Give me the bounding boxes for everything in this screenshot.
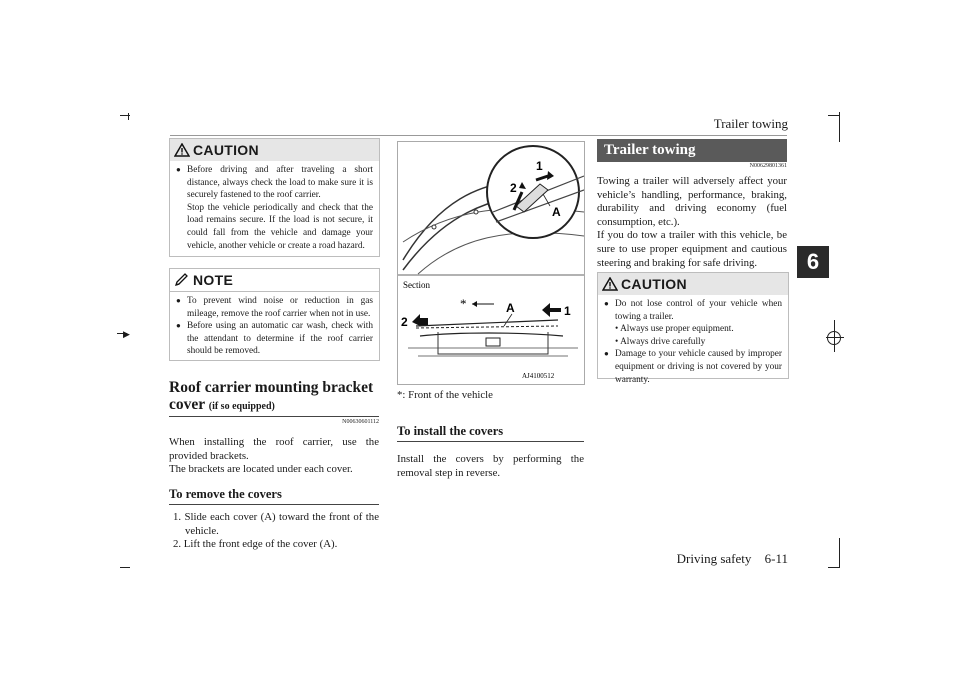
note-box [169,268,380,361]
front-star: * [460,296,467,311]
section-title-bar [597,139,787,162]
page-header-title: Trailer towing [713,116,788,131]
registration-circle-icon [827,331,841,345]
section-heading-text: Roof carrier mounting bracket cover [169,379,374,413]
caution-item: ● Do not lose control of your vehicle when towing a trailer. [604,298,782,323]
intro-text [169,436,379,477]
caution-label: CAUTION [193,142,259,158]
caution-box [597,272,789,385]
illustration-drawing [398,142,584,384]
step-item: 2. Lift the front edge of the cover (A). [173,538,338,551]
crop-mark [128,113,129,120]
page-footer [667,551,788,567]
intro-paragraph: When installing the roof carrier, use the provided brackets. [169,436,379,462]
remove-heading: To remove the covers [169,487,282,501]
section-label: Section [403,280,430,290]
section-rule [169,416,379,417]
crop-mark [120,567,130,568]
section-heading-suffix: (if so equipped) [208,401,275,412]
section-heading [169,379,379,415]
figure-legend: *: Front of the vehicle [397,389,493,401]
footer-chapter: Driving safety [676,551,752,566]
roof-cover-illustration [397,141,585,385]
trailer-paragraph: Towing a trailer will adversely affect your vehicle’s handling, performance, braking, durability and driving economy (fuel consumption, etc.). [597,175,787,228]
install-text: Install the covers by performing the removal step in reverse. [397,453,584,479]
section-code: N00630601112 [342,419,379,425]
note-item: ● To prevent wind noise or reduction in gas mileage, remove the roof carrier when not in use. [176,295,373,320]
caution-subitem: • Always drive carefully [615,336,706,347]
intro-paragraph: The brackets are located under each cover. [169,463,353,476]
callout-a-top: A [552,205,561,219]
callout-2-section: 2 [401,315,408,329]
note-label: NOTE [193,272,234,288]
warning-triangle-icon [174,143,190,157]
section-title: Trailer towing [604,142,696,158]
callout-2-top: 2 [510,181,517,195]
trailer-intro [597,175,787,270]
caution-header [170,139,379,161]
install-heading: To install the covers [397,424,504,438]
note-header [170,269,379,292]
pencil-icon [174,273,190,287]
note-item: ● Before using an automatic car wash, check with the attendant to determine if the roof carrier should be removed. [176,320,373,358]
caution-label: CAUTION [621,276,687,292]
step-item: 1. Slide each cover (A) toward the front of the vehicle. [173,511,379,537]
chapter-tab: 6 [797,246,829,278]
caution-header [598,273,788,295]
callout-a-section: A [506,301,515,315]
page-number: 6-11 [764,551,788,566]
warning-triangle-icon [602,277,618,291]
caution-item: ● Damage to your vehicle caused by improper equipment or driving is not covered by your warranty. [604,348,782,386]
subheading-rule [397,441,584,442]
section-code: N00629801361 [749,163,787,169]
crop-mark [839,112,840,142]
subheading-rule [169,504,379,505]
trailer-paragraph: If you do tow a trailer with this vehicle, be sure to use proper equipment and cautious steering and braking for safe driving. [597,229,787,269]
figure-code: AJ4100512 [522,372,555,380]
caution-subitem: • Always use proper equipment. [615,324,734,335]
header-rule [170,135,787,136]
caution-item: ● Before driving and after traveling a short distance, always check the load to make sure it is securely fastened to the roof carrier. [176,164,373,202]
caution-item-continued: Stop the vehicle periodically and check that the load remains secure. If the load is not secure, it could fall from the vehicle and damage your vehicle, another vehicle or create a road hazard. [187,202,373,251]
callout-1-top: 1 [536,159,543,173]
registration-arrow-icon: ▶ [123,329,130,339]
crop-mark [839,538,840,568]
remove-steps [173,511,379,552]
callout-1-section: 1 [564,304,571,318]
caution-box [169,138,380,257]
